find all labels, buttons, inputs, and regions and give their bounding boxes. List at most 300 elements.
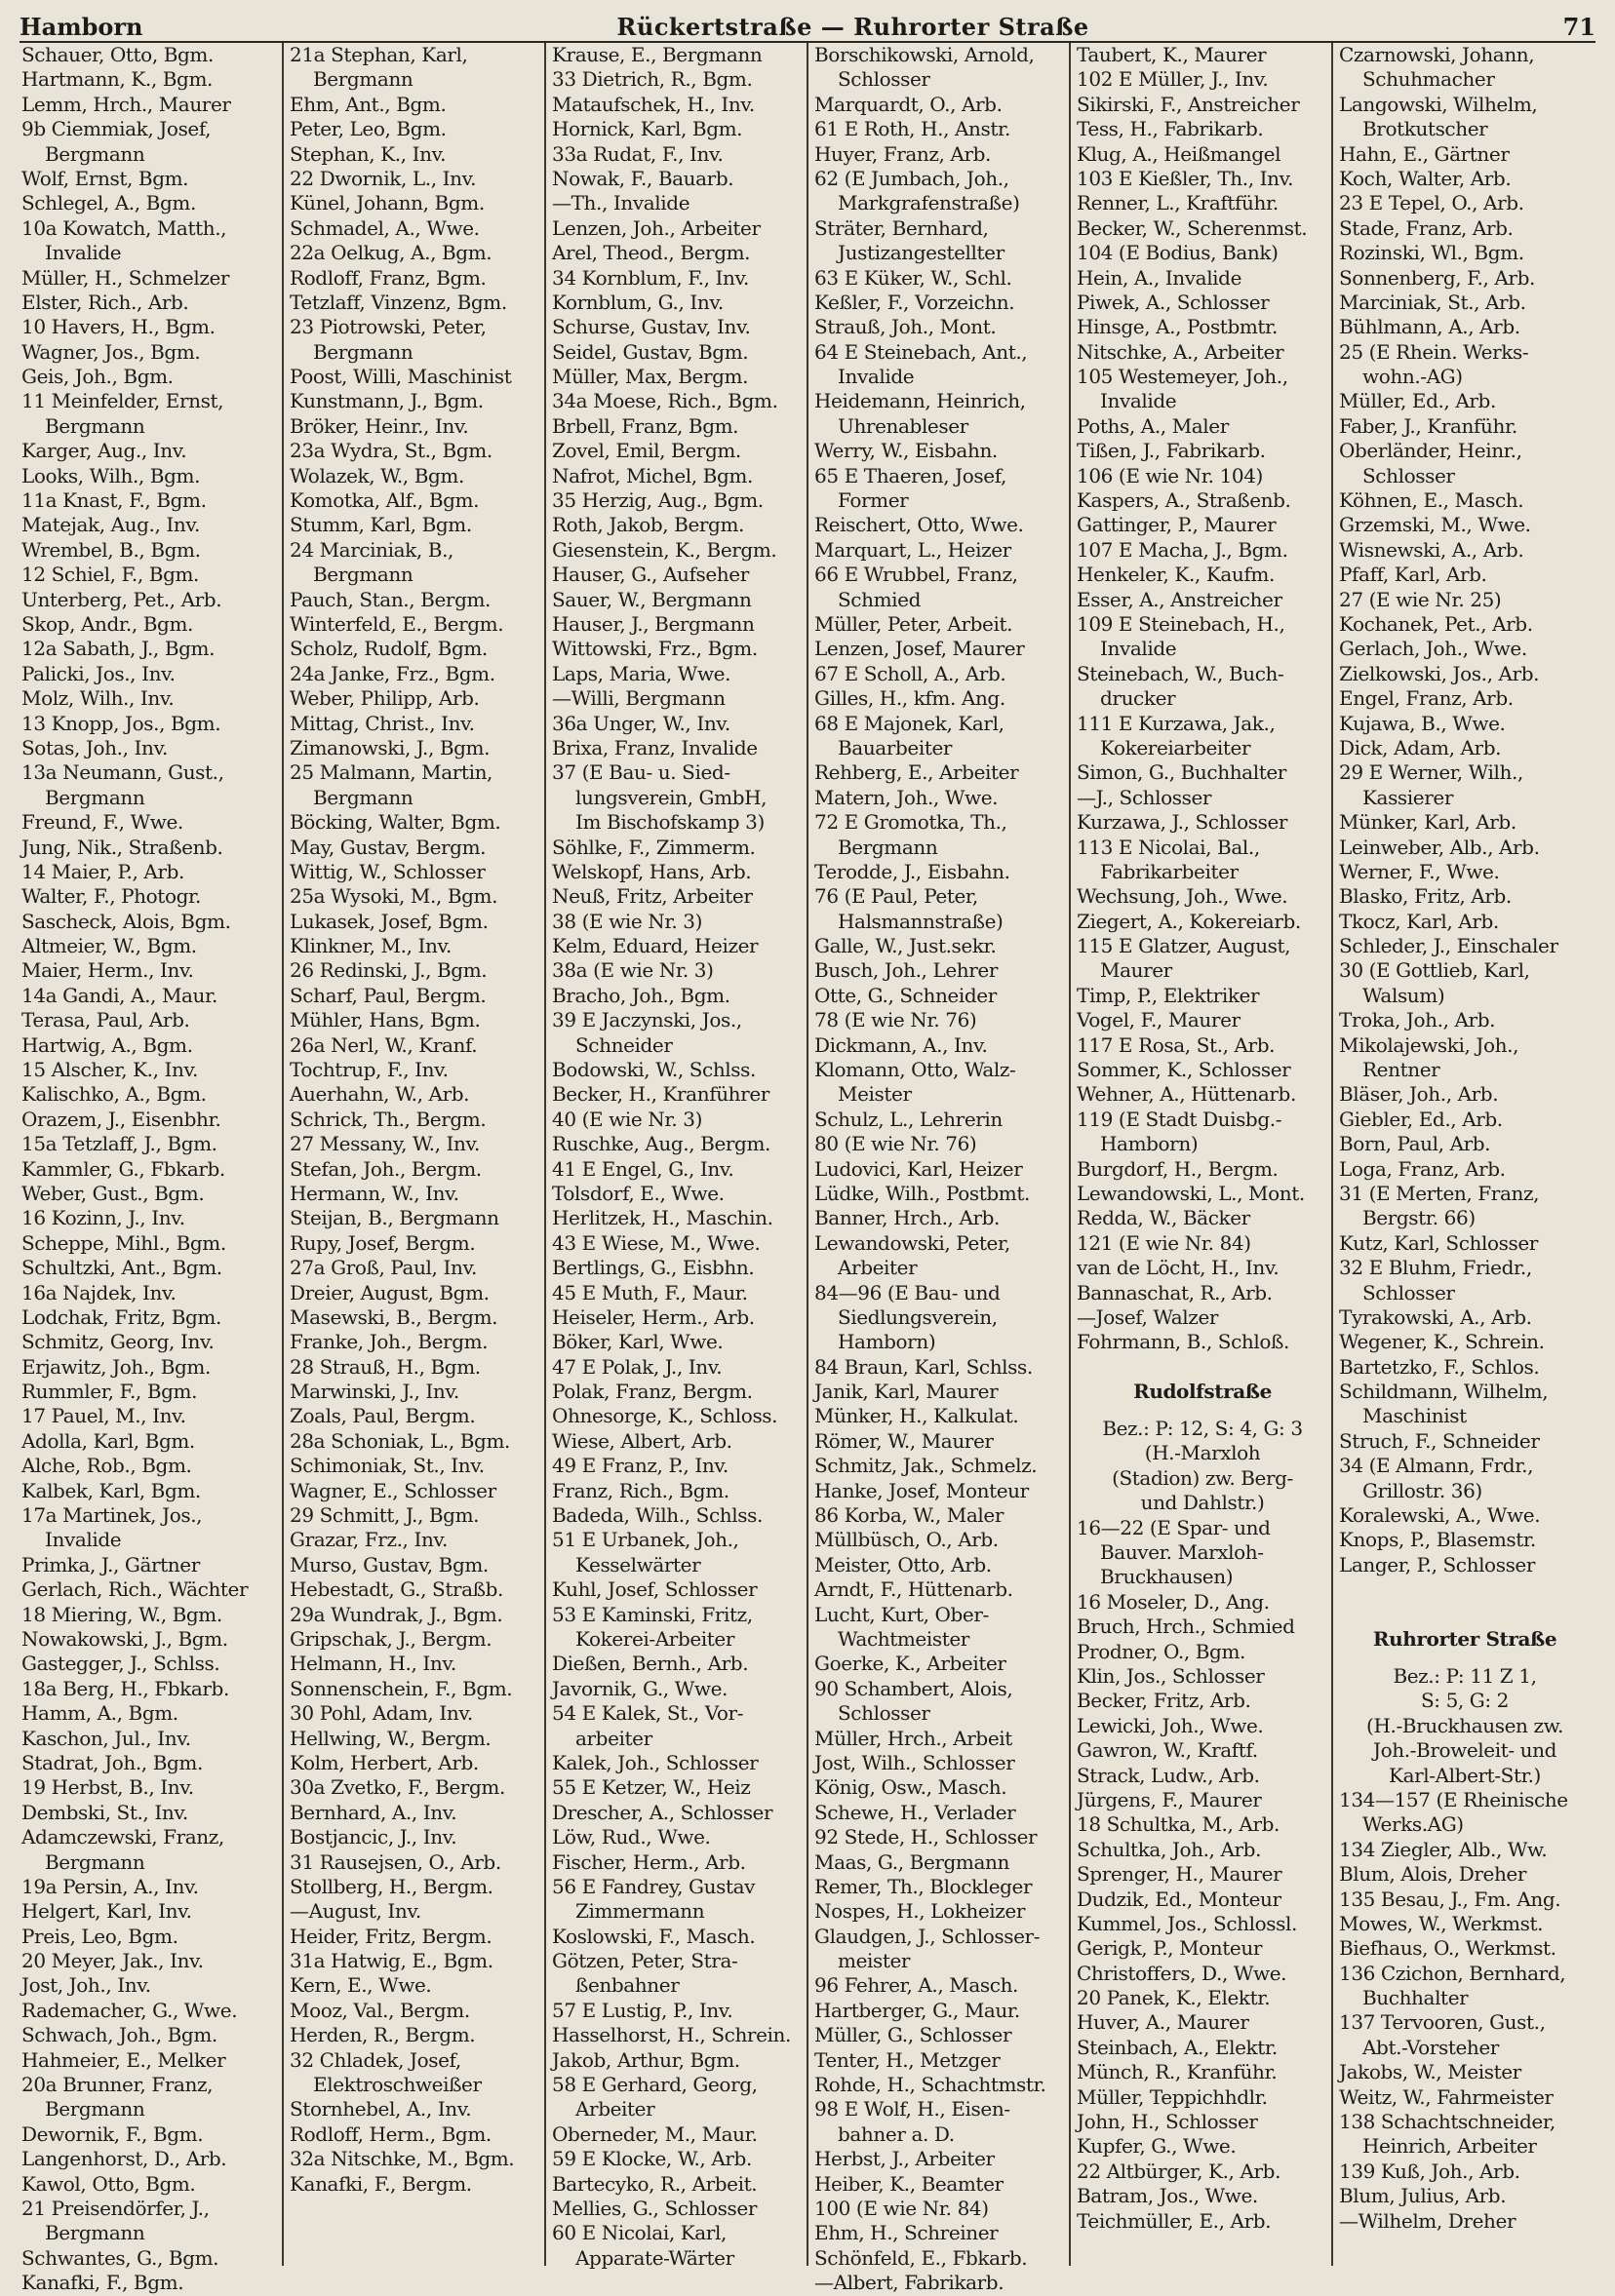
- resident-entry: Bodowski, W., Schlss.: [552, 1058, 756, 1082]
- resident-entry: Schrick, Th., Bergm.: [290, 1107, 487, 1131]
- resident-entry: Schlegel, A., Bgm.: [21, 191, 196, 215]
- resident-entry: 24a Janke, Frz., Bgm.: [290, 661, 495, 685]
- column-2: [282, 43, 544, 2266]
- resident-entry: Javornik, G., Wwe.: [552, 1676, 728, 1700]
- resident-entry: Fohrmann, B., Schloß.: [1077, 1330, 1289, 1354]
- resident-entry: Nitschke, A., Arbeiter: [1077, 339, 1284, 364]
- street-info: Karl-Albert-Str.): [1389, 1763, 1541, 1787]
- resident-entry: Troka, Joh., Arb.: [1339, 1008, 1496, 1032]
- entry-continuation: Bergmann: [313, 563, 414, 587]
- header-district: Hamborn: [20, 13, 143, 41]
- resident-entry: Wittowski, Frz., Bgm.: [552, 637, 758, 661]
- entry-continuation: Invalide: [45, 1528, 122, 1552]
- entry-continuation: lungsverein, GmbH,: [575, 785, 768, 809]
- street-info: Joh.-Broweleit- und: [1372, 1738, 1557, 1763]
- spacer: [1077, 1355, 1328, 1380]
- resident-entry: Bläser, Joh., Arb.: [1339, 1082, 1499, 1107]
- resident-entry: 136 Czichon, Bernhard,: [1339, 1961, 1566, 1985]
- resident-entry: Hellwing, W., Bergm.: [290, 1726, 492, 1750]
- resident-entry: Weber, Gust., Bgm.: [21, 1181, 205, 1205]
- resident-entry: Lenzen, Josef, Maurer: [814, 637, 1025, 661]
- resident-entry: Lewandowski, Peter,: [814, 1230, 1010, 1255]
- resident-entry: 10 Havers, H., Bgm.: [21, 315, 216, 339]
- resident-entry: Lucht, Kurt, Ober-: [814, 1602, 989, 1626]
- resident-entry: Wehner, A., Hüttenarb.: [1077, 1082, 1296, 1107]
- resident-entry: 34 Kornblum, F., Inv.: [552, 265, 749, 290]
- resident-entry: 67 E Scholl, A., Arb.: [814, 661, 1006, 685]
- entry-continuation: Schlosser: [1362, 463, 1455, 487]
- resident-entry: 54 E Kalek, St., Vor-: [552, 1701, 744, 1726]
- resident-entry: Polak, Franz, Bergm.: [552, 1380, 753, 1404]
- resident-entry: 20 Meyer, Jak., Inv.: [21, 1949, 204, 1973]
- entry-continuation: Uhrenableser: [838, 413, 968, 438]
- resident-entry: Jakobs, W., Meister: [1339, 2060, 1521, 2084]
- resident-entry: Hahn, E., Gärtner: [1339, 141, 1510, 166]
- resident-entry: Vogel, F., Maurer: [1077, 1008, 1241, 1032]
- resident-entry: Wechsung, Joh., Wwe.: [1077, 884, 1288, 909]
- resident-entry: Koralewski, A., Wwe.: [1339, 1503, 1541, 1528]
- resident-entry: 31 Rausejsen, O., Arb.: [290, 1849, 501, 1874]
- resident-entry: 40 (E wie Nr. 3): [552, 1107, 702, 1131]
- resident-entry: Lenzen, Joh., Arbeiter: [552, 215, 761, 240]
- resident-entry: Engel, Franz, Arb.: [1339, 686, 1514, 711]
- resident-entry: Maier, Herm., Inv.: [21, 958, 194, 983]
- resident-entry: Grzemski, M., Wwe.: [1339, 513, 1531, 537]
- column-1: [20, 43, 282, 2295]
- resident-entry: Brbell, Franz, Bgm.: [552, 413, 739, 438]
- resident-entry: Söhlke, F., Zimmerm.: [552, 835, 756, 859]
- entry-continuation: Bergmann: [45, 413, 145, 438]
- resident-entry: Sotas, Joh., Inv.: [21, 735, 168, 759]
- resident-entry: Kuhl, Josef, Schlosser: [552, 1577, 758, 1602]
- resident-entry: 39 E Jaczynski, Jos.,: [552, 1008, 742, 1032]
- resident-entry: Bertlings, G., Eisbhn.: [552, 1256, 755, 1280]
- resident-entry: Marciniak, St., Arb.: [1339, 290, 1526, 314]
- resident-entry: 62 (E Jumbach, Joh.,: [814, 166, 1009, 190]
- resident-entry: Kanafki, F., Bgm.: [21, 2271, 184, 2295]
- resident-entry: 24 Marciniak, B.,: [290, 537, 454, 562]
- resident-entry: Esser, A., Anstreicher: [1077, 587, 1282, 611]
- resident-entry: Kalbek, Karl, Bgm.: [21, 1478, 201, 1502]
- resident-entry: 96 Fehrer, A., Masch.: [814, 1973, 1019, 1998]
- resident-entry: May, Gustav, Bergm.: [290, 835, 487, 859]
- entry-continuation: Arbeiter: [575, 2097, 655, 2121]
- resident-entry: 72 E Gromotka, Th.,: [814, 810, 1007, 835]
- resident-entry: 22a Oelkug, A., Bgm.: [290, 241, 492, 265]
- entry-continuation: bahner a. D.: [838, 2121, 955, 2146]
- entry-continuation: arbeiter: [575, 1726, 652, 1750]
- resident-entry: Goerke, K., Arbeiter: [814, 1652, 1006, 1676]
- resident-entry: Nafrot, Michel, Bgm.: [552, 463, 753, 487]
- resident-entry: 53 E Kaminski, Fritz,: [552, 1602, 753, 1626]
- resident-entry: 57 E Lustig, P., Inv.: [552, 1998, 733, 2022]
- resident-entry: Bartetzko, F., Schlos.: [1339, 1354, 1540, 1379]
- resident-entry: Tkocz, Karl, Arb.: [1339, 909, 1499, 933]
- resident-entry: 15a Tetzlaff, J., Bgm.: [21, 1132, 217, 1156]
- resident-entry: Mowes, W., Werkmst.: [1339, 1911, 1544, 1935]
- resident-entry: Kalischko, A., Bgm.: [21, 1082, 207, 1107]
- resident-entry: Alche, Rob., Bgm.: [21, 1454, 192, 1478]
- resident-entry: 21 Preisendörfer, J.,: [21, 2196, 210, 2220]
- resident-entry: 22 Altbürger, K., Arb.: [1077, 2159, 1281, 2183]
- resident-entry: Giesenstein, K., Bergm.: [552, 537, 777, 562]
- street-heading: Ruhrorter Straße: [1372, 1627, 1557, 1651]
- resident-entry: Marquart, L., Heizer: [814, 537, 1011, 562]
- resident-entry: —Willi, Bergmann: [552, 686, 726, 711]
- entry-continuation: Bergmann: [313, 67, 414, 92]
- resident-entry: Hauser, J., Bergmann: [552, 611, 755, 636]
- resident-entry: Wiese, Albert, Arb.: [552, 1428, 732, 1453]
- resident-entry: Sonnenberg, F., Arb.: [1339, 265, 1535, 290]
- resident-entry: —Josef, Walzer: [1077, 1304, 1219, 1329]
- resident-entry: Skop, Andr., Bgm.: [21, 611, 193, 636]
- resident-entry: Mikolajewski, Joh.,: [1339, 1032, 1519, 1057]
- resident-entry: Hasselhorst, H., Schrein.: [552, 2023, 791, 2047]
- resident-entry: Teichmüller, E., Arb.: [1077, 2208, 1272, 2233]
- resident-entry: 47 E Polak, J., Inv.: [552, 1354, 723, 1379]
- resident-entry: 65 E Thaeren, Josef,: [814, 463, 1006, 487]
- resident-entry: 56 E Fandrey, Gustav: [552, 1874, 756, 1898]
- resident-entry: 10a Kowatch, Matth.,: [21, 215, 227, 240]
- entry-continuation: Bergmann: [45, 2097, 145, 2121]
- resident-entry: van de Löcht, H., Inv.: [1077, 1256, 1280, 1280]
- resident-entry: Rummler, F., Bgm.: [21, 1380, 198, 1404]
- resident-entry: Rohde, H., Schachtmstr.: [814, 2073, 1046, 2097]
- resident-entry: 84—96 (E Bau- und: [814, 1280, 1001, 1304]
- resident-entry: 111 E Kurzawa, Jak.,: [1077, 711, 1276, 735]
- header-streets: Rückertstraße — Ruhrorter Straße: [616, 13, 1089, 41]
- resident-entry: 84 Braun, Karl, Schlss.: [814, 1354, 1033, 1379]
- resident-entry: Badeda, Wilh., Schlss.: [552, 1503, 763, 1528]
- resident-entry: Ludovici, Karl, Heizer: [814, 1156, 1023, 1181]
- resident-entry: Ziegert, A., Kokereiarb.: [1077, 909, 1301, 933]
- resident-entry: Hamm, A., Bgm.: [21, 1701, 178, 1726]
- resident-entry: Welskopf, Hans, Arb.: [552, 859, 752, 883]
- resident-entry: Schurse, Gustav, Inv.: [552, 315, 751, 339]
- resident-entry: 107 E Macha, J., Bgm.: [1077, 537, 1288, 562]
- resident-entry: Orazem, J., Eisenbhr.: [21, 1107, 221, 1131]
- resident-entry: 16 Kozinn, J., Inv.: [21, 1206, 185, 1230]
- resident-entry: Wolf, Ernst, Bgm.: [21, 166, 189, 190]
- resident-entry: Brixa, Franz, Invalide: [552, 735, 758, 759]
- resident-entry: Blum, Julius, Arb.: [1339, 2184, 1507, 2208]
- resident-entry: Klug, A., Heißmangel: [1077, 141, 1281, 166]
- resident-entry: Langenhorst, D., Arb.: [21, 2147, 227, 2171]
- resident-entry: —August, Inv.: [290, 1899, 421, 1924]
- street-info: (H.-Marxloh: [1144, 1441, 1261, 1465]
- entry-continuation: Bergmann: [45, 141, 145, 166]
- resident-entry: Murso, Gustav, Bgm.: [290, 1552, 489, 1576]
- resident-entry: Schultzki, Ant., Bgm.: [21, 1256, 222, 1280]
- resident-entry: Matejak, Aug., Inv.: [21, 513, 200, 537]
- resident-entry: Hahmeier, E., Melker: [21, 2047, 226, 2072]
- resident-entry: Köhnen, E., Masch.: [1339, 488, 1524, 513]
- column-5: [1069, 43, 1331, 2266]
- entry-continuation: Bauver. Marxloh-: [1100, 1540, 1264, 1565]
- resident-entry: 12a Sabath, J., Bgm.: [21, 637, 216, 661]
- resident-entry: 27a Groß, Paul, Inv.: [290, 1256, 477, 1280]
- resident-entry: Hartmann, K., Bgm.: [21, 67, 213, 92]
- spacer: [1339, 1577, 1591, 1602]
- resident-entry: 61 E Roth, H., Anstr.: [814, 117, 1010, 141]
- resident-entry: Palicki, Jos., Inv.: [21, 661, 176, 685]
- resident-entry: 38 (E wie Nr. 3): [552, 909, 702, 933]
- resident-entry: Götzen, Peter, Stra-: [552, 1949, 738, 1973]
- resident-entry: 29 Schmitt, J., Bgm.: [290, 1503, 480, 1528]
- resident-entry: Lewandowski, L., Mont.: [1077, 1181, 1305, 1205]
- resident-entry: 34 (E Almann, Frdr.,: [1339, 1454, 1534, 1478]
- resident-entry: 113 E Nicolai, Bal.,: [1077, 835, 1260, 859]
- resident-entry: Molz, Wilh., Inv.: [21, 686, 175, 711]
- resident-entry: Loga, Franz, Arb.: [1339, 1156, 1506, 1181]
- resident-entry: 134 Ziegler, Alb., Ww.: [1339, 1837, 1548, 1861]
- resident-entry: Tenter, H., Metzger: [814, 2047, 1001, 2072]
- resident-entry: Mittag, Christ., Inv.: [290, 711, 475, 735]
- resident-entry: Scheppe, Mihl., Bgm.: [21, 1230, 226, 1255]
- resident-entry: 32a Nitschke, M., Bgm.: [290, 2147, 515, 2171]
- resident-entry: 51 E Urbanek, Joh.,: [552, 1528, 739, 1552]
- resident-entry: Dick, Adam, Arb.: [1339, 735, 1502, 759]
- resident-entry: Schimoniak, St., Inv.: [290, 1454, 485, 1478]
- resident-entry: Lüdke, Wilh., Postbmt.: [814, 1181, 1030, 1205]
- resident-entry: Stadrat, Joh., Bgm.: [21, 1750, 203, 1774]
- resident-entry: Weitz, W., Fahrmeister: [1339, 2084, 1554, 2109]
- resident-entry: Drescher, A., Schlosser: [552, 1800, 773, 1824]
- entry-continuation: Bergmann: [45, 785, 145, 809]
- resident-entry: Schönfeld, E., Fbkarb.: [814, 2245, 1028, 2270]
- entry-continuation: Maurer: [1100, 958, 1172, 983]
- resident-entry: John, H., Schlosser: [1077, 2110, 1258, 2134]
- resident-entry: Franke, Joh., Bergm.: [290, 1330, 489, 1354]
- entry-continuation: Grillostr. 36): [1362, 1478, 1482, 1502]
- resident-entry: 64 E Steinebach, Ant.,: [814, 339, 1028, 364]
- resident-entry: 18 Schultka, M., Arb.: [1077, 1812, 1280, 1837]
- resident-entry: 28a Schoniak, L., Bgm.: [290, 1428, 510, 1453]
- resident-entry: Leinweber, Alb., Arb.: [1339, 835, 1540, 859]
- resident-entry: Schewe, H., Verlader: [814, 1800, 1016, 1824]
- resident-entry: 19a Persin, A., Inv.: [21, 1874, 199, 1898]
- resident-entry: Kummel, Jos., Schlossl.: [1077, 1911, 1297, 1935]
- resident-entry: Müller, Ed., Arb.: [1339, 389, 1496, 413]
- entry-continuation: Wachtmeister: [838, 1627, 969, 1651]
- resident-entry: Mühler, Hans, Bgm.: [290, 1008, 481, 1032]
- resident-entry: Marquardt, O., Arb.: [814, 92, 1003, 116]
- resident-entry: 78 (E wie Nr. 76): [814, 1008, 977, 1032]
- resident-entry: Rodloff, Herm., Bgm.: [290, 2121, 492, 2146]
- resident-entry: 49 E Franz, P., Inv.: [552, 1454, 729, 1478]
- resident-entry: —Albert, Fabrikarb.: [814, 2271, 1004, 2295]
- resident-entry: Dreier, August, Bgm.: [290, 1280, 490, 1304]
- resident-entry: Mataufschek, H., Inv.: [552, 92, 755, 116]
- resident-entry: Koslowski, F., Masch.: [552, 1924, 756, 1948]
- resident-entry: Auerhahn, W., Arb.: [290, 1082, 470, 1107]
- entry-continuation: Invalide: [1100, 637, 1177, 661]
- resident-entry: Sascheck, Alois, Bgm.: [21, 909, 231, 933]
- resident-entry: Preis, Leo, Bgm.: [21, 1924, 178, 1948]
- resident-entry: Sauer, W., Bergmann: [552, 587, 752, 611]
- resident-entry: Jung, Nik., Straßenb.: [21, 835, 223, 859]
- resident-entry: Kelm, Eduard, Heizer: [552, 934, 759, 958]
- resident-entry: Adolla, Karl, Bgm.: [21, 1428, 195, 1453]
- resident-entry: Steinbach, A., Elektr.: [1077, 2035, 1278, 2059]
- entry-continuation: Abt.-Vorsteher: [1362, 2035, 1499, 2059]
- resident-entry: Terasa, Paul, Arb.: [21, 1008, 190, 1032]
- resident-entry: Gilles, H., kfm. Ang.: [814, 686, 1005, 711]
- resident-entry: 98 E Wolf, H., Eisen-: [814, 2097, 1010, 2121]
- resident-entry: Janik, Karl, Maurer: [814, 1380, 999, 1404]
- resident-entry: Böker, Karl, Wwe.: [552, 1330, 724, 1354]
- resident-entry: Bühlmann, A., Arb.: [1339, 315, 1520, 339]
- resident-entry: Bartecyko, R., Arbeit.: [552, 2171, 758, 2196]
- resident-entry: Grazar, Frz., Inv.: [290, 1528, 448, 1552]
- street-heading: Rudolfstraße: [1133, 1380, 1272, 1404]
- resident-entry: 12 Schiel, F., Bgm.: [21, 563, 199, 587]
- street-info: Bez.: P: 12, S: 4, G: 3: [1102, 1417, 1303, 1441]
- resident-entry: Karger, Aug., Inv.: [21, 439, 187, 463]
- resident-entry: Kaschon, Jul., Inv.: [21, 1726, 191, 1750]
- resident-entry: Stornhebel, A., Inv.: [290, 2097, 472, 2121]
- entry-continuation: Elektroschweißer: [313, 2073, 482, 2097]
- entry-continuation: Schneider: [575, 1032, 673, 1057]
- entry-continuation: Justizangestellter: [838, 241, 1004, 265]
- resident-entry: Stefan, Joh., Bergm.: [290, 1156, 482, 1181]
- resident-entry: 22 Dwornik, L., Inv.: [290, 166, 477, 190]
- resident-entry: Jost, Joh., Inv.: [21, 1973, 151, 1998]
- resident-entry: Stephan, K., Inv.: [290, 141, 447, 166]
- entry-continuation: Schlosser: [838, 67, 930, 92]
- resident-entry: —J., Schlosser: [1077, 785, 1212, 809]
- resident-entry: Kutz, Karl, Schlosser: [1339, 1230, 1538, 1255]
- resident-entry: Becker, Fritz, Arb.: [1077, 1689, 1251, 1713]
- entry-continuation: Bergmann: [45, 1849, 145, 1874]
- resident-entry: Poths, A., Maler: [1077, 413, 1229, 438]
- resident-entry: 106 (E wie Nr. 104): [1077, 463, 1263, 487]
- entry-continuation: drucker: [1100, 686, 1176, 711]
- resident-entry: Dudzik, Ed., Monteur: [1077, 1887, 1281, 1911]
- resident-entry: Christoffers, D., Wwe.: [1077, 1961, 1287, 1985]
- resident-entry: Kunstmann, J., Bgm.: [290, 389, 484, 413]
- entry-continuation: meister: [838, 1949, 911, 1973]
- resident-entry: 115 E Glatzer, August,: [1077, 934, 1291, 958]
- resident-entry: 27 Messany, W., Inv.: [290, 1132, 481, 1156]
- resident-entry: 31 (E Merten, Franz,: [1339, 1181, 1540, 1205]
- resident-entry: 121 (E wie Nr. 84): [1077, 1230, 1251, 1255]
- resident-entry: Remer, Th., Blockleger: [814, 1874, 1033, 1898]
- resident-entry: Schultka, Joh., Arb.: [1077, 1837, 1262, 1861]
- entry-continuation: Buchhalter: [1362, 1986, 1469, 2010]
- resident-entry: Gerlach, Rich., Wächter: [21, 1577, 249, 1602]
- resident-entry: —Wilhelm, Dreher: [1339, 2208, 1517, 2233]
- resident-entry: Kammler, G., Fbkarb.: [21, 1156, 225, 1181]
- resident-entry: Primka, J., Gärtner: [21, 1552, 200, 1576]
- resident-entry: Reischert, Otto, Wwe.: [814, 513, 1024, 537]
- street-info: S: 5, G: 2: [1420, 1689, 1510, 1713]
- resident-entry: Müller, H., Schmelzer: [21, 265, 230, 290]
- resident-entry: Kurzawa, J., Schlosser: [1077, 810, 1288, 835]
- resident-entry: Herden, R., Bergm.: [290, 2023, 476, 2047]
- entry-continuation: Werks.AG): [1362, 1812, 1464, 1837]
- resident-entry: Kawol, Otto, Bgm.: [21, 2171, 196, 2196]
- resident-entry: Werner, F., Wwe.: [1339, 859, 1500, 883]
- resident-entry: Gastegger, J., Schlss.: [21, 1652, 220, 1676]
- spacer: [1339, 1603, 1591, 1627]
- resident-entry: Adamczewski, Franz,: [21, 1825, 224, 1849]
- resident-entry: Masewski, B., Bergm.: [290, 1304, 498, 1329]
- resident-entry: Langer, P., Schlosser: [1339, 1552, 1536, 1576]
- resident-entry: Freund, F., Wwe.: [21, 810, 183, 835]
- resident-entry: Peter, Leo, Bgm.: [290, 117, 447, 141]
- resident-entry: Maas, G., Bergmann: [814, 1849, 1009, 1874]
- resident-entry: Kanafki, F., Bergm.: [290, 2171, 472, 2196]
- entry-continuation: Bergmann: [313, 785, 414, 809]
- resident-entry: Helmann, H., Inv.: [290, 1652, 456, 1676]
- resident-entry: Borschikowski, Arnold,: [814, 43, 1035, 66]
- resident-entry: Arndt, F., Hüttenarb.: [814, 1577, 1013, 1602]
- resident-entry: Hornick, Karl, Bgm.: [552, 117, 743, 141]
- entry-continuation: Bergmann: [838, 835, 938, 859]
- resident-entry: Franz, Rich., Bgm.: [552, 1478, 729, 1502]
- resident-entry: Walter, F., Photogr.: [21, 884, 201, 909]
- resident-entry: Heiseler, Herm., Arb.: [552, 1304, 755, 1329]
- resident-entry: Taubert, K., Maurer: [1077, 43, 1267, 66]
- entry-continuation: Kokereiarbeiter: [1100, 735, 1251, 759]
- resident-entry: 137 Tervooren, Gust.,: [1339, 2010, 1546, 2035]
- resident-entry: Batram, Jos., Wwe.: [1077, 2184, 1258, 2208]
- resident-entry: Schmitz, Georg, Inv.: [21, 1330, 215, 1354]
- resident-entry: Nospes, H., Lokheizer: [814, 1899, 1026, 1924]
- resident-entry: Klomann, Otto, Walz-: [814, 1058, 1016, 1082]
- resident-entry: 139 Kuß, Joh., Arb.: [1339, 2159, 1520, 2183]
- resident-entry: Dembski, St., Inv.: [21, 1800, 188, 1824]
- resident-entry: 119 (E Stadt Duisbg.-: [1077, 1107, 1282, 1131]
- resident-entry: 102 E Müller, J., Inv.: [1077, 67, 1269, 92]
- resident-entry: 29 E Werner, Wilh.,: [1339, 760, 1523, 785]
- resident-entry: 25 Malmann, Martin,: [290, 760, 493, 785]
- resident-entry: Banner, Hrch., Arb.: [814, 1206, 1001, 1230]
- entry-continuation: Arbeiter: [838, 1256, 918, 1280]
- resident-entry: 21a Stephan, Karl,: [290, 43, 468, 66]
- resident-entry: Nowak, F., Bauarb.: [552, 166, 734, 190]
- resident-entry: 16a Najdek, Inv.: [21, 1280, 177, 1304]
- resident-entry: Kochanek, Pet., Arb.: [1339, 611, 1533, 636]
- resident-entry: 60 E Nicolai, Karl,: [552, 2221, 727, 2245]
- resident-entry: 36a Unger, W., Inv.: [552, 711, 730, 735]
- resident-entry: Gawron, W., Kraftf.: [1077, 1738, 1258, 1763]
- resident-entry: 23 Piotrowski, Peter,: [290, 315, 487, 339]
- resident-entry: Winterfeld, E., Bergm.: [290, 611, 504, 636]
- resident-entry: Bannaschat, R., Arb.: [1077, 1280, 1273, 1304]
- resident-entry: Hauser, G., Aufseher: [552, 563, 749, 587]
- resident-entry: Bröker, Heinr., Inv.: [290, 413, 469, 438]
- resident-entry: 15 Alscher, K., Inv.: [21, 1058, 198, 1082]
- resident-entry: 26a Nerl, W., Kranf.: [290, 1032, 478, 1057]
- resident-entry: Jürgens, F., Maurer: [1077, 1787, 1262, 1811]
- resident-entry: Sprenger, H., Maurer: [1077, 1862, 1282, 1887]
- resident-entry: 32 E Bluhm, Friedr.,: [1339, 1256, 1532, 1280]
- resident-entry: 34a Moese, Rich., Bgm.: [552, 389, 778, 413]
- resident-entry: Huver, A., Maurer: [1077, 2010, 1249, 2035]
- resident-entry: Becker, H., Kranführer: [552, 1082, 769, 1107]
- resident-entry: 14a Gandi, A., Maur.: [21, 983, 217, 1007]
- resident-entry: Burgdorf, H., Bergm.: [1077, 1156, 1279, 1181]
- entry-continuation: Apparate-Wärter: [575, 2245, 734, 2270]
- resident-entry: Kujawa, B., Wwe.: [1339, 711, 1506, 735]
- resident-entry: 28 Strauß, H., Bgm.: [290, 1354, 481, 1379]
- entry-continuation: wohn.-AG): [1362, 365, 1463, 389]
- resident-entry: Scholz, Rudolf, Bgm.: [290, 637, 488, 661]
- street-info: (Stadion) zw. Berg-: [1112, 1465, 1293, 1490]
- resident-entry: 117 E Rosa, St., Arb.: [1077, 1032, 1276, 1057]
